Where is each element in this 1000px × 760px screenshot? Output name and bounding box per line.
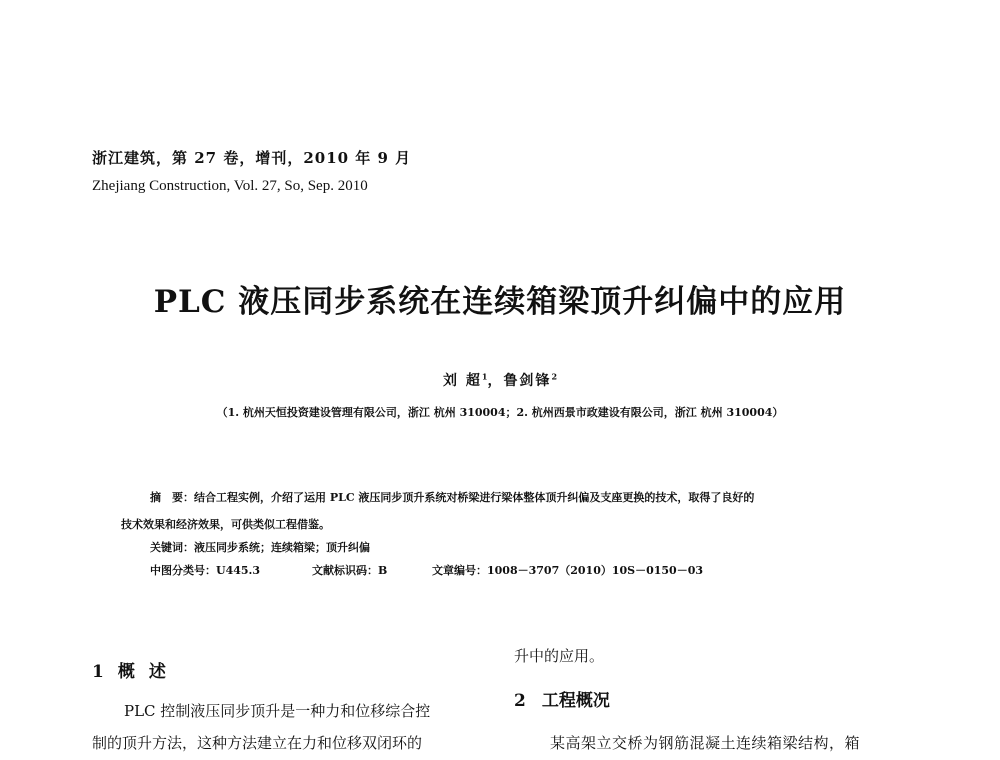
abstract-label: 摘 要： — [150, 491, 194, 504]
right-continuation-line: 升中的应用。 — [514, 647, 605, 665]
right-paragraph-line-1: 某高架立交桥为钢筋混凝土连续箱梁结构，箱 — [550, 734, 861, 752]
author-line — [0, 370, 1000, 390]
clc-number — [150, 562, 260, 578]
doc-code-label: 文献标识码： — [312, 564, 378, 577]
section-2-heading — [514, 686, 610, 711]
keywords-value: 液压同步系统；连续箱梁；顶升纠偏 — [194, 541, 370, 554]
section-1-heading — [92, 657, 180, 682]
author-2-affil-mark: 2 — [551, 371, 558, 382]
affiliations: （1. 杭州天恒投资建设管理有限公司，浙江 杭州 310004；2. 杭州西景市政建设有限公司，浙江 杭州 310004） — [216, 406, 784, 419]
author-1-affil-mark: 1 — [481, 371, 488, 382]
author-2: 鲁剑锋 — [503, 373, 552, 389]
left-paragraph-line-1: PLC 控制液压同步顶升是一种力和位移综合控 — [124, 702, 431, 720]
abstract-line-1 — [150, 489, 754, 505]
keywords-line — [150, 539, 370, 555]
article-number — [432, 562, 703, 578]
doc-code-value: B — [378, 564, 388, 577]
document-code — [312, 562, 387, 578]
journal-citation-en: Zhejiang Construction, Vol. 27, So, Sep. 2010 — [92, 178, 368, 194]
author-1: 刘 超 — [442, 373, 482, 389]
section-2-title: 工程概况 — [541, 691, 610, 711]
section-1-number: 1 — [92, 662, 104, 682]
keywords-label: 关键词： — [150, 541, 194, 554]
abstract-line-2: 技术效果和经济效果，可供类似工程借鉴。 — [121, 518, 330, 531]
journal-citation-cn: 浙江建筑，第 27 卷，增刊，2010 年 9 月 — [92, 149, 412, 167]
article-number-value: 1008－3707（2010）10S－0150－03 — [487, 564, 704, 577]
paper-title: PLC 液压同步系统在连续箱梁顶升纠偏中的应用 — [153, 284, 847, 320]
abstract-text-1: 结合工程实例，介绍了运用 PLC 液压同步顶升系统对桥梁进行梁体整体顶升纠偏及支座更换的技术，取得了良好的 — [194, 491, 755, 504]
left-paragraph-line-2: 制的顶升方法，这种方法建立在力和位移双闭环的 — [92, 734, 423, 752]
section-1-title: 概述 — [117, 662, 180, 682]
clc-value: U445.3 — [216, 564, 261, 577]
section-2-number: 2 — [514, 691, 526, 711]
article-number-label: 文章编号： — [432, 564, 487, 577]
clc-label: 中图分类号： — [150, 564, 216, 577]
author-separator: ， — [487, 373, 504, 389]
